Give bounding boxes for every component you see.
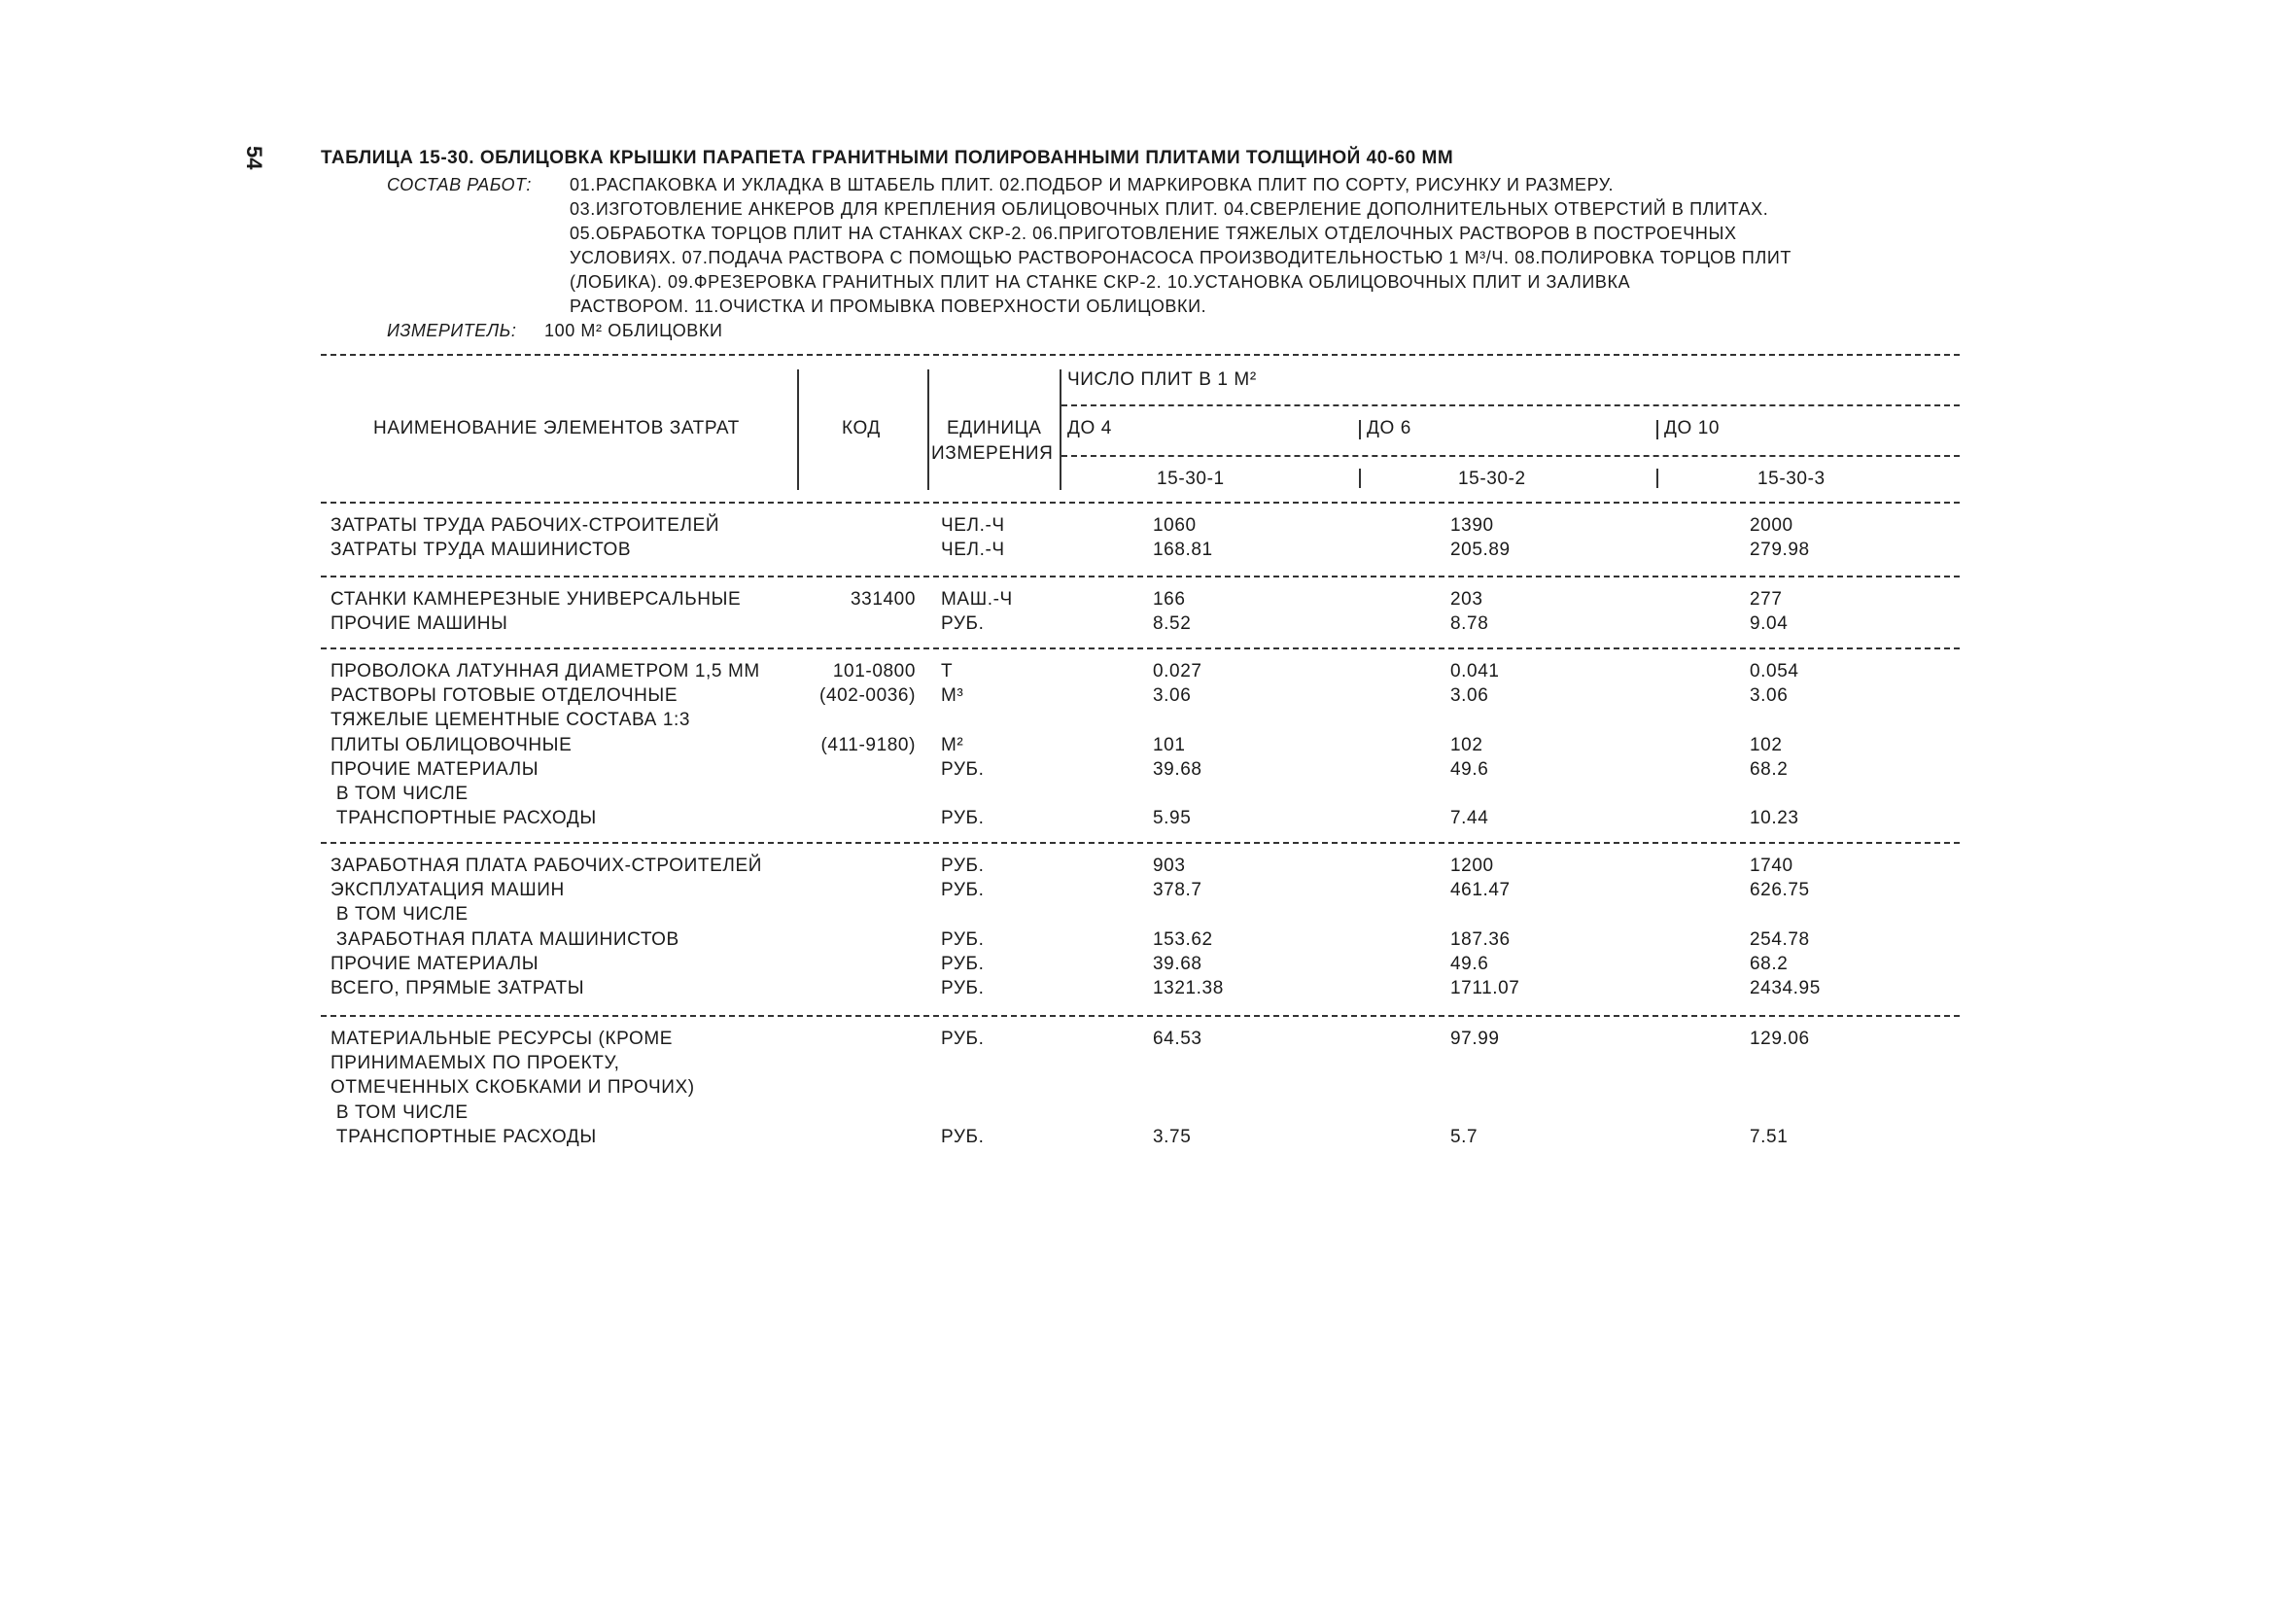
row-value-1: 8.52	[1153, 613, 1192, 635]
row-value-1: 3.75	[1153, 1126, 1192, 1147]
row-value-1: 903	[1153, 856, 1186, 876]
row-value-2: 205.89	[1450, 540, 1511, 561]
row-name: ЗАРАБОТНАЯ ПЛАТА РАБОЧИХ-СТРОИТЕЛЕЙ	[330, 856, 762, 876]
row-code: 331400	[850, 589, 916, 610]
header-unit-1: ЕДИНИЦА	[947, 418, 1042, 438]
row-unit: ЧЕЛ.-Ч	[941, 540, 1005, 561]
section-rule	[321, 842, 1960, 844]
row-code: 101-0800	[832, 661, 916, 682]
row-value-3: 277	[1750, 589, 1783, 610]
row-value-2: 7.44	[1450, 808, 1489, 829]
header-code: КОД	[842, 418, 881, 438]
row-value-1: 166	[1153, 589, 1186, 610]
work-line: 03.ИЗГОТОВЛЕНИЕ АНКЕРОВ ДЛЯ КРЕПЛЕНИЯ ОБЛИЦОВОЧНЫХ ПЛИТ. 04.СВЕРЛЕНИЕ ДОПОЛНИТЕЛЬНЫХ ОТВЕРСТИЙ В ПЛИТАХ.	[570, 199, 1769, 219]
row-value-1: 3.06	[1153, 685, 1192, 707]
row-unit: М³	[941, 685, 964, 707]
header-name: НАИМЕНОВАНИЕ ЭЛЕМЕНТОВ ЗАТРАТ	[373, 418, 740, 438]
row-name: ПРИНИМАЕМЫХ ПО ПРОЕКТУ,	[330, 1053, 620, 1074]
meter-label: ИЗМЕРИТЕЛЬ:	[387, 321, 517, 340]
row-value-2: 203	[1450, 589, 1483, 610]
row-name: МАТЕРИАЛЬНЫЕ РЕСУРСЫ (КРОМЕ	[330, 1029, 674, 1049]
rule-group	[1061, 404, 1960, 406]
row-unit: Т	[941, 661, 954, 682]
row-unit: РУБ.	[941, 1126, 985, 1147]
header-code-1: 15-30-1	[1157, 469, 1225, 489]
row-value-2: 49.6	[1450, 758, 1489, 780]
row-value-2: 102	[1450, 734, 1483, 755]
row-unit: РУБ.	[941, 978, 985, 998]
section-rule	[321, 647, 1960, 649]
row-unit: МАШ.-Ч	[941, 589, 1013, 610]
row-name: ТРАНСПОРТНЫЕ РАСХОДЫ	[330, 808, 597, 829]
row-value-2: 187.36	[1450, 928, 1511, 950]
row-value-1: 101	[1153, 734, 1186, 755]
work-line: 01.РАСПАКОВКА И УКЛАДКА В ШТАБЕЛЬ ПЛИТ. 02.ПОДБОР И МАРКИРОВКА ПЛИТ ПО СОРТУ, РИСУНКУ И РАЗМЕРУ.	[570, 175, 1615, 194]
row-value-1: 64.53	[1153, 1029, 1202, 1049]
col-divider-name	[797, 369, 799, 490]
row-name: ЭКСПЛУАТАЦИЯ МАШИН	[330, 880, 565, 901]
row-value-2: 3.06	[1450, 685, 1489, 707]
row-value-3: 626.75	[1750, 880, 1810, 901]
work-line: 05.ОБРАБОТКА ТОРЦОВ ПЛИТ НА СТАНКАХ СКР-2. 06.ПРИГОТОВЛЕНИЕ ТЯЖЕЛЫХ ОТДЕЛОЧНЫХ РАСТВОРОВ В ПОСТРОЕЧНЫХ	[570, 224, 1737, 243]
row-value-1: 0.027	[1153, 661, 1202, 682]
row-name: ВСЕГО, ПРЯМЫЕ ЗАТРАТЫ	[330, 978, 585, 998]
row-value-3: 129.06	[1750, 1029, 1810, 1049]
row-unit: М²	[941, 734, 964, 755]
work-line: УСЛОВИЯХ. 07.ПОДАЧА РАСТВОРА С ПОМОЩЬЮ РАСТВОРОНАСОСА ПРОИЗВОДИТЕЛЬНОСТЬЮ 1 М³/Ч. 08.ПОЛИРОВКА ТОРЦОВ ПЛИТ	[570, 248, 1792, 267]
rule-sub	[1061, 455, 1960, 457]
row-name: ЗАТРАТЫ ТРУДА РАБОЧИХ-СТРОИТЕЛЕЙ	[330, 515, 720, 536]
row-value-2: 0.041	[1450, 661, 1500, 682]
row-value-2: 8.78	[1450, 613, 1489, 635]
row-unit: РУБ.	[941, 856, 985, 876]
header-sub-1: ДО 4	[1067, 418, 1112, 438]
header-group: ЧИСЛО ПЛИТ В 1 М²	[1067, 369, 1257, 390]
row-name: СТАНКИ КАМНЕРЕЗНЫЕ УНИВЕРСАЛЬНЫЕ	[330, 589, 742, 610]
section-rule	[321, 576, 1960, 577]
table-title: ТАБЛИЦА 15-30. ОБЛИЦОВКА КРЫШКИ ПАРАПЕТА ГРАНИТНЫМИ ПОЛИРОВАННЫМИ ПЛИТАМИ ТОЛЩИНОЙ 40-60 ММ	[321, 148, 1454, 168]
row-value-2: 49.6	[1450, 953, 1489, 974]
work-composition-label: СОСТАВ РАБОТ:	[387, 175, 532, 194]
row-name: ОТМЕЧЕННЫХ СКОБКАМИ И ПРОЧИХ)	[330, 1077, 695, 1099]
row-value-2: 1711.07	[1450, 978, 1520, 998]
row-value-2: 461.47	[1450, 880, 1511, 901]
work-line: РАСТВОРОМ. 11.ОЧИСТКА И ПРОМЫВКА ПОВЕРХНОСТИ ОБЛИЦОВКИ.	[570, 297, 1207, 316]
row-name: ЗАРАБОТНАЯ ПЛАТА МАШИНИСТОВ	[330, 928, 679, 950]
row-value-1: 153.62	[1153, 928, 1213, 950]
row-value-2: 97.99	[1450, 1029, 1500, 1049]
row-value-2: 1200	[1450, 856, 1494, 876]
header-code-2: 15-30-2	[1458, 469, 1526, 489]
row-value-1: 5.95	[1153, 808, 1192, 829]
row-name: В ТОМ ЧИСЛЕ	[330, 904, 469, 926]
row-value-3: 2434.95	[1750, 978, 1821, 998]
row-unit: РУБ.	[941, 953, 985, 974]
row-value-3: 0.054	[1750, 661, 1799, 682]
row-value-3: 1740	[1750, 856, 1793, 876]
col-divider-code-2	[1656, 469, 1658, 488]
col-divider-code-1	[1359, 469, 1361, 488]
row-unit: ЧЕЛ.-Ч	[941, 515, 1005, 536]
row-code: (411-9180)	[820, 734, 916, 755]
row-value-3: 102	[1750, 734, 1783, 755]
row-name: ТРАНСПОРТНЫЕ РАСХОДЫ	[330, 1126, 597, 1147]
header-sub-3: ДО 10	[1664, 418, 1721, 438]
row-value-3: 9.04	[1750, 613, 1789, 635]
page-number: 54	[242, 146, 266, 170]
row-value-3: 68.2	[1750, 758, 1789, 780]
row-unit: РУБ.	[941, 808, 985, 829]
row-value-1: 39.68	[1153, 953, 1202, 974]
row-name: ПЛИТЫ ОБЛИЦОВОЧНЫЕ	[330, 734, 573, 755]
row-unit: РУБ.	[941, 1029, 985, 1049]
row-value-1: 168.81	[1153, 540, 1213, 561]
row-unit: РУБ.	[941, 758, 985, 780]
row-name: В ТОМ ЧИСЛЕ	[330, 1101, 469, 1123]
header-code-3: 15-30-3	[1757, 469, 1826, 489]
row-name: ПРОЧИЕ МАШИНЫ	[330, 613, 508, 635]
row-code: (402-0036)	[819, 685, 916, 707]
row-value-3: 68.2	[1750, 953, 1789, 974]
row-value-1: 378.7	[1153, 880, 1202, 901]
row-name: ПРОЧИЕ МАТЕРИАЛЫ	[330, 758, 539, 780]
col-divider-code	[927, 369, 929, 490]
work-line: (ЛОБИКА). 09.ФРЕЗЕРОВКА ГРАНИТНЫХ ПЛИТ НА СТАНКЕ СКР-2. 10.УСТАНОВКА ОБЛИЦОВОЧНЫХ ПЛИТ И ЗАЛИВКА	[570, 272, 1631, 292]
row-value-3: 2000	[1750, 515, 1793, 536]
row-name: ПРОВОЛОКА ЛАТУННАЯ ДИАМЕТРОМ 1,5 ММ	[330, 661, 760, 682]
row-unit: РУБ.	[941, 613, 985, 635]
row-value-3: 10.23	[1750, 808, 1799, 829]
col-divider-sub-1	[1359, 420, 1361, 439]
col-divider-sub-2	[1656, 420, 1658, 439]
section-rule	[321, 1015, 1960, 1017]
meter-value: 100 М² ОБЛИЦОВКИ	[544, 321, 723, 340]
row-value-3: 254.78	[1750, 928, 1810, 950]
row-unit: РУБ.	[941, 928, 985, 950]
row-value-3: 3.06	[1750, 685, 1789, 707]
row-name: ЗАТРАТЫ ТРУДА МАШИНИСТОВ	[330, 540, 632, 561]
row-name: В ТОМ ЧИСЛЕ	[330, 784, 469, 804]
rule-top	[321, 354, 1960, 356]
row-value-3: 7.51	[1750, 1126, 1789, 1147]
rule-header-bottom	[321, 502, 1960, 504]
row-name: ТЯЖЕЛЫЕ ЦЕМЕНТНЫЕ СОСТАВА 1:3	[330, 710, 691, 731]
header-sub-2: ДО 6	[1367, 418, 1411, 438]
row-name: РАСТВОРЫ ГОТОВЫЕ ОТДЕЛОЧНЫЕ	[330, 685, 678, 707]
row-value-1: 1321.38	[1153, 978, 1224, 998]
row-value-1: 39.68	[1153, 758, 1202, 780]
row-value-3: 279.98	[1750, 540, 1810, 561]
row-name: ПРОЧИЕ МАТЕРИАЛЫ	[330, 953, 539, 974]
header-unit-2: ИЗМЕРЕНИЯ	[931, 443, 1054, 464]
row-unit: РУБ.	[941, 880, 985, 901]
col-divider-unit	[1060, 369, 1061, 490]
row-value-2: 1390	[1450, 515, 1494, 536]
row-value-2: 5.7	[1450, 1126, 1478, 1147]
row-value-1: 1060	[1153, 515, 1197, 536]
